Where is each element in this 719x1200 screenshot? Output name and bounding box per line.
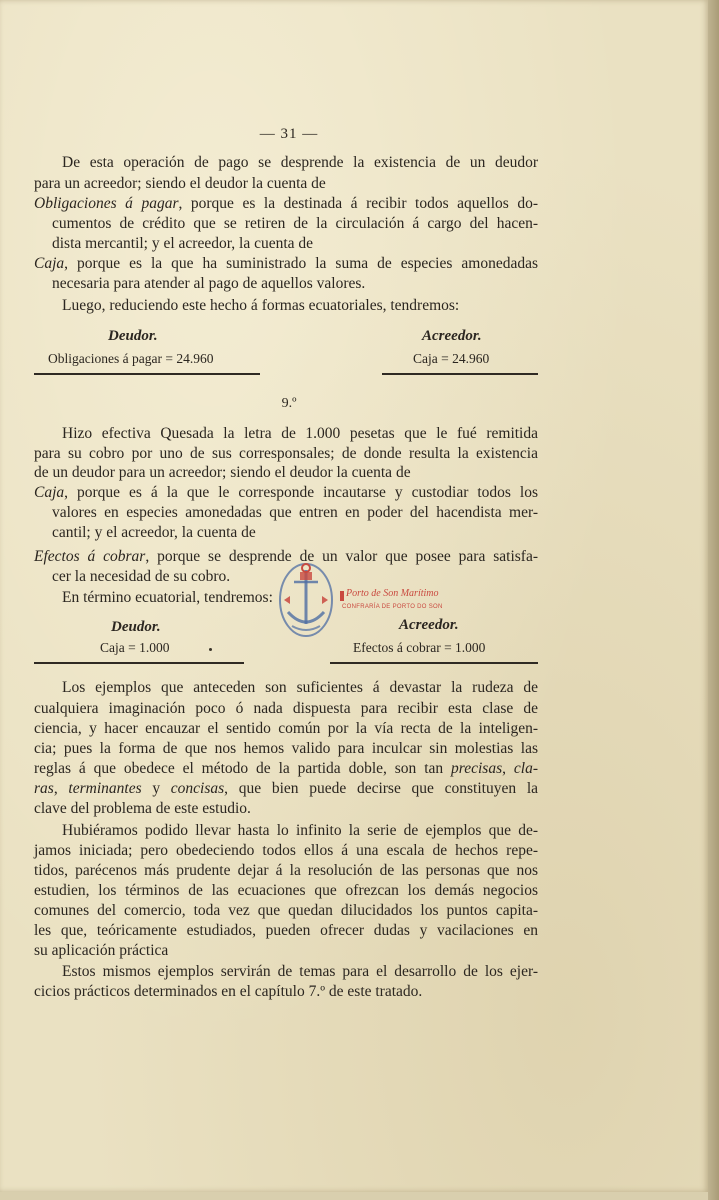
section-number: 9.º	[281, 396, 297, 411]
ledger-rule	[34, 373, 260, 375]
emphasis-word: precisas	[451, 760, 503, 777]
paragraph-line: cualquiera imaginación poco ó nada dispuesta para recibir esta clase de	[34, 700, 538, 717]
paragraph-line: En término ecuatorial, tendremos:	[62, 589, 273, 606]
paragraph-text: , porque se desprende de un valor que posee para satisfa-	[145, 548, 538, 565]
ledger-rule	[34, 662, 244, 664]
paragraph-text: y	[141, 780, 171, 797]
paragraph-line: Hubiéramos podido llevar hasta lo infinito la serie de ejemplos que de-	[62, 822, 538, 839]
account-name: Caja	[34, 484, 65, 501]
ink-speck	[209, 648, 212, 651]
paragraph-line: estudien, los términos de las ecuaciones que ofrezcan los demás negocios	[34, 882, 538, 899]
paragraph-line: su aplicación práctica	[34, 942, 169, 959]
paragraph-line: cicios prácticos determinados en el capítulo 7.º de este tratado.	[34, 983, 423, 1000]
paragraph-line	[34, 759, 538, 779]
paragraph-text: reglas á que obedece el método de la partida doble, son tan	[34, 760, 452, 777]
page-number: — 31 —	[259, 126, 319, 142]
paragraph-line: ciencia, y hacer encauzar el sentido común por la vía recta de la inteligen-	[34, 720, 538, 737]
emphasis-word: concisas	[170, 780, 225, 797]
emphasis-word: ras	[34, 780, 54, 797]
paragraph-line: Los ejemplos que anteceden son suficientes á devastar la rudeza de	[62, 679, 538, 696]
ledger-rule	[330, 662, 538, 664]
creditor-entry: Efectos á cobrar = 1.000	[353, 640, 486, 655]
emphasis-word: cla-	[513, 760, 538, 777]
paragraph-line: cantil; y el acreedor, la cuenta de	[52, 524, 256, 541]
debtor-heading: Deudor.	[111, 619, 161, 635]
paragraph-line: dista mercantil; y el acreedor, la cuenta de	[52, 235, 314, 252]
paragraph-line: Luego, reduciendo este hecho á formas ecuatoriales, tendremos:	[62, 297, 460, 314]
paragraph-line: clave del problema de este estudio.	[34, 800, 251, 817]
debtor-entry: Obligaciones á pagar = 24.960	[48, 351, 214, 366]
paragraph-line: Hizo efectiva Quesada la letra de 1.000 pesetas que le fué remitida	[62, 425, 538, 442]
ledger-rule	[382, 373, 538, 375]
paragraph-line	[34, 779, 538, 799]
creditor-entry: Caja = 24.960	[413, 351, 490, 366]
creditor-heading: Acreedor.	[422, 328, 482, 344]
paragraph-line: cer la necesidad de su cobro.	[52, 568, 231, 585]
paragraph-line: De esta operación de pago se desprende la existencia de un deudor	[62, 154, 538, 171]
paragraph-text: , porque es la destinada á recibir todos aquellos do-	[178, 195, 539, 212]
paragraph-line: Estos mismos ejemplos servirán de temas para el desarrollo de los ejer-	[62, 963, 538, 980]
paragraph-line	[34, 254, 538, 274]
stamp-text: Porto de Son Marítimo	[346, 588, 439, 599]
paragraph-line: de un deudor para un acreedor; siendo el deudor la cuenta de	[34, 464, 411, 481]
paragraph-text: , porque es la que ha suministrado la suma de especies amonedadas	[64, 255, 538, 272]
debtor-heading: Deudor.	[108, 328, 158, 344]
paragraph-line: jamos iniciada; pero obedeciendo todos ellos á una escala de hechos repe-	[34, 842, 538, 859]
paragraph-line: valores en especies amonedadas que entren en poder del hacendista mer-	[52, 504, 538, 521]
emphasis-word: terminantes	[68, 780, 142, 797]
account-name: Obligaciones á pagar	[34, 195, 179, 212]
page-edge	[708, 0, 719, 1200]
creditor-heading: Acreedor.	[399, 617, 459, 633]
paragraph-text: , que bien puede decirse que constituyen la	[224, 780, 539, 797]
debtor-entry: Caja = 1.000	[100, 640, 170, 655]
paragraph-text: ,	[502, 760, 514, 777]
paragraph-text: , porque es á la que le corresponde incautarse y custodiar todos los	[64, 484, 538, 501]
paragraph-line	[34, 194, 538, 214]
stamp-subtext: CONFRARÍA DE PORTO DO SON	[342, 604, 443, 610]
paragraph-line	[34, 483, 538, 503]
account-name: Caja	[34, 255, 65, 272]
paragraph-text: ,	[53, 780, 69, 797]
paragraph-line: tidos, parécenos más prudente dejar á la resolución de las personas que nos	[34, 862, 538, 879]
paragraph-line: cia; pues la forma de que nos hemos valido para inculcar sin molestias las	[34, 740, 538, 757]
paragraph-line: para un acreedor; siendo el deudor la cuenta de	[34, 175, 326, 192]
account-name: Efectos á cobrar	[34, 548, 146, 565]
paragraph-line: les que, teóricamente estudiados, pueden ofrecer dudas y vacilaciones en	[34, 922, 538, 939]
paragraph-line: necesaria para atender al pago de aquellos valores.	[52, 275, 366, 292]
paragraph-line: para su cobro por uno de sus corresponsales; de donde resulta la existencia	[34, 445, 538, 462]
paragraph-line: comunes del comercio, toda vez que quedan dilucidados los puntos capita-	[34, 902, 538, 919]
paragraph-line: cumentos de crédito que se retiren de la circulación á cargo del hacen-	[52, 215, 538, 232]
